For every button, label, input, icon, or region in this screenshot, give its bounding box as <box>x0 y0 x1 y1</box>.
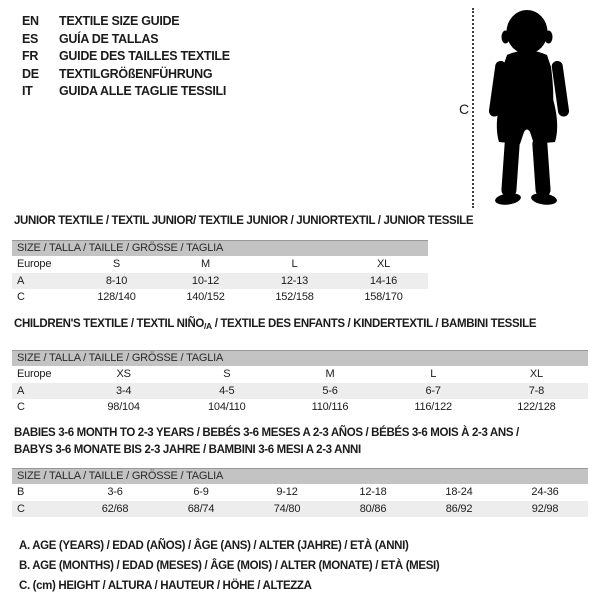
size-cell: 92/98 <box>531 502 559 515</box>
section-heading-line2: BABYS 3-6 MONATE BIS 2-3 JAHRE / BAMBINI 3-6 MESI A 2-3 ANNI <box>14 444 361 456</box>
size-header-label: SIZE / TALLA / TAILLE / GRÖSSE / TAGLIA <box>12 351 588 367</box>
section-childrens-textile <box>12 317 588 416</box>
size-cell: 6-7 <box>425 384 441 397</box>
language-header <box>22 13 230 101</box>
babies-size-table <box>12 468 588 517</box>
heading-subscript: /A <box>204 321 212 331</box>
section-junior-textile <box>12 214 474 306</box>
size-header-row <box>12 469 588 485</box>
size-cell: 4-5 <box>219 384 235 397</box>
size-cell: 140/152 <box>186 291 225 303</box>
section-babies-textile <box>12 426 588 517</box>
footnote-b: B. AGE (MONTHS) / EDAD (MESES) / ÂGE (MOIS) / ALTER (MONATE) / ETÀ (MESI) <box>19 560 440 572</box>
section-heading <box>12 214 474 231</box>
row-label: Europe <box>17 368 52 380</box>
size-cell: 128/140 <box>97 291 136 303</box>
height-measure-label-c: C <box>459 101 469 117</box>
table-row <box>12 383 588 400</box>
size-header-row <box>12 351 588 367</box>
size-cell: 7-8 <box>528 384 545 397</box>
row-label: A <box>17 274 25 287</box>
row-label: A <box>17 384 25 397</box>
table-row <box>12 501 588 518</box>
size-cell: XL <box>529 368 543 380</box>
row-label: B <box>17 486 25 498</box>
table-row <box>12 366 588 383</box>
size-cell: S <box>223 368 231 380</box>
size-cell: M <box>201 258 210 270</box>
size-cell: L <box>291 258 298 270</box>
heading-text: JUNIOR TEXTILE / TEXTIL JUNIOR/ TEXTILE JUNIOR / JUNIORTEXTIL / JUNIOR TESSILE <box>14 215 474 227</box>
size-header-row <box>12 241 428 257</box>
row-label: C <box>17 502 25 515</box>
section-heading <box>12 317 588 334</box>
guide-title-fr: GUIDE DES TAILLES TEXTILE <box>59 49 230 64</box>
table-row <box>12 256 428 273</box>
size-cell: 116/122 <box>414 401 452 413</box>
table-row <box>12 289 428 306</box>
heading-text: / TEXTILE DES ENFANTS / KINDERTEXTIL / BAMBINI TESSILE <box>211 318 537 330</box>
language-code: DE <box>22 66 39 81</box>
language-code: FR <box>22 49 39 64</box>
size-cell: 152/158 <box>275 291 314 303</box>
size-cell: 3-4 <box>115 384 132 397</box>
language-code: EN <box>22 14 39 28</box>
row-label: Europe <box>17 258 52 270</box>
size-cell: L <box>430 368 437 380</box>
language-code: ES <box>22 31 39 46</box>
legend-footnotes <box>19 536 439 596</box>
row-label: C <box>17 291 25 303</box>
language-row-es <box>22 31 230 49</box>
guide-title-es: GUÍA DE TALLAS <box>59 31 159 46</box>
size-cell: 80/86 <box>359 502 387 515</box>
childrens-size-table <box>12 350 588 416</box>
size-cell: 24-36 <box>531 486 559 498</box>
table-row <box>12 273 428 290</box>
size-cell: 122/128 <box>517 401 556 413</box>
language-row-it <box>22 83 230 101</box>
language-row-de <box>22 66 230 84</box>
size-cell: XS <box>116 368 131 380</box>
size-cell: 5-6 <box>322 384 338 397</box>
size-cell: 12-13 <box>280 274 309 287</box>
language-row-fr <box>22 48 230 66</box>
size-cell: 86/92 <box>445 502 473 515</box>
size-cell: 98/104 <box>107 401 140 413</box>
language-code: IT <box>22 84 33 99</box>
size-cell: 6-9 <box>193 486 209 498</box>
size-cell: 68/74 <box>187 502 215 515</box>
language-row-en <box>22 13 230 31</box>
size-cell: 74/80 <box>273 502 301 515</box>
size-cell: 3-6 <box>107 486 123 498</box>
guide-title-it: GUIDA ALLE TAGLIE TESSILI <box>59 84 227 99</box>
footnote-a: A. AGE (YEARS) / EDAD (AÑOS) / ÂGE (ANS) / ALTER (JAHRE) / ETÀ (ANNI) <box>19 540 409 552</box>
guide-title-de: TEXTILGRÖßENFÜHRUNG <box>59 66 213 81</box>
size-cell: 158/170 <box>364 291 403 303</box>
size-header-label: SIZE / TALLA / TAILLE / GRÖSSE / TAGLIA <box>12 469 588 485</box>
size-cell: 14-16 <box>369 274 398 287</box>
height-measure-dotted-line <box>472 8 474 208</box>
size-cell: S <box>112 258 121 270</box>
heading-text: BABIES 3-6 MONTH TO 2-3 YEARS / BEBÉS 3-6 MESES A 2-3 AÑOS / BÉBÉS 3-6 MOIS À 2-3 ANS / <box>14 427 519 439</box>
toddler-silhouette-icon <box>484 9 574 208</box>
row-label: C <box>17 401 25 413</box>
size-header-label: SIZE / TALLA / TAILLE / GRÖSSE / TAGLIA <box>12 241 428 257</box>
table-row <box>12 484 588 501</box>
size-cell: 12-18 <box>359 486 387 498</box>
heading-text: CHILDREN'S TEXTILE / TEXTIL NIÑO <box>14 318 205 330</box>
size-cell: 8-10 <box>105 274 128 287</box>
size-cell: M <box>325 368 335 380</box>
size-cell: 110/116 <box>311 401 349 413</box>
size-cell: 104/110 <box>208 401 246 413</box>
footnote-c: C. (cm) HEIGHT / ALTURA / HAUTEUR / HÖHE / ALTEZZA <box>19 580 312 592</box>
size-cell: XL <box>376 258 391 270</box>
size-cell: 10-12 <box>191 274 220 287</box>
guide-title-en: TEXTILE SIZE GUIDE <box>59 14 180 28</box>
table-row <box>12 399 588 416</box>
size-cell: 18-24 <box>445 486 473 498</box>
size-cell: 9-12 <box>276 486 298 498</box>
junior-size-table <box>12 240 428 306</box>
size-cell: 62/68 <box>101 502 129 515</box>
section-heading <box>12 426 588 443</box>
